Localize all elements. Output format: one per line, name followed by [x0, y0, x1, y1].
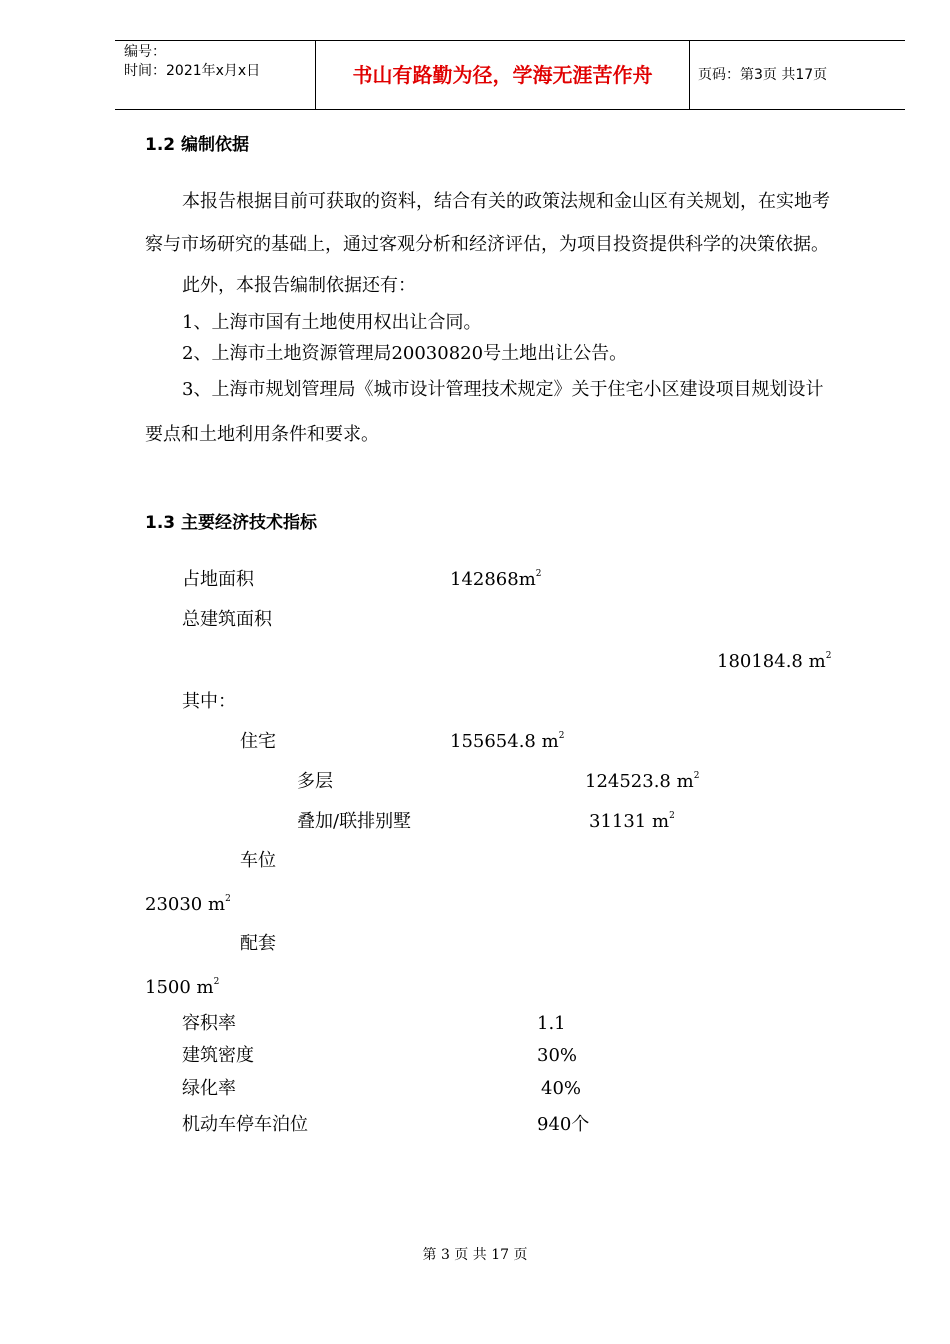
- document-number-label: 编号：: [124, 44, 166, 60]
- parking-value: 23030 $m^2$: [145, 894, 231, 915]
- header-motto: 书山有路勤为径，学海无涯苦作舟: [316, 41, 690, 109]
- paragraph-line: 本报告根据目前可获取的资料，结合有关的政策法规和金山区有关规划，在实地考: [182, 191, 830, 212]
- supporting-value: 1500 $m^2$: [145, 977, 220, 998]
- list-item: 3、上海市规划管理局《城市设计管理技术规定》关于住宅小区建设项目规划设计: [182, 379, 824, 400]
- land-area-value: $142868m^2$: [450, 569, 542, 590]
- page-footer: 第 3 页 共 17 页: [422, 1247, 528, 1263]
- total-area-label: 总建筑面积: [182, 609, 272, 630]
- residential-label: 住宅: [240, 731, 276, 752]
- list-item: 1、上海市国有土地使用权出让合同。: [182, 312, 482, 333]
- list-item: 2、上海市土地资源管理局20030820号土地出让公告。: [182, 343, 628, 364]
- density-value: 30%: [537, 1045, 578, 1066]
- supporting-label: 配套: [240, 933, 276, 954]
- section-heading-1-3: 1.3 主要经济技术指标: [145, 513, 318, 533]
- villa-value: 31131 $m^2$: [589, 811, 675, 832]
- far-value: 1.1: [537, 1013, 566, 1034]
- far-label: 容积率: [182, 1013, 236, 1034]
- multistory-value: 124523.8 $m^2$: [585, 771, 700, 792]
- vehicle-parking-label: 机动车停车泊位: [182, 1114, 308, 1135]
- header-meta-cell: [115, 41, 316, 109]
- parking-label: 车位: [240, 850, 276, 871]
- section-heading-1-2: 1.2 编制依据: [145, 135, 250, 155]
- residential-value: 155654.8 $m^2$: [450, 731, 565, 752]
- document-time-label: 时间：2021年x月x日: [124, 63, 261, 79]
- page-header: [115, 40, 905, 110]
- density-label: 建筑密度: [182, 1045, 254, 1066]
- green-value: 40%: [541, 1078, 582, 1099]
- villa-label: 叠加/联排别墅: [297, 811, 412, 832]
- list-item-continuation: 要点和土地利用条件和要求。: [145, 424, 379, 445]
- paragraph-line: 此外，本报告编制依据还有：: [182, 275, 416, 296]
- among-label: 其中：: [182, 691, 236, 712]
- vehicle-parking-value: 940个: [537, 1114, 590, 1135]
- total-area-value: 180184.8 $m^2$: [717, 651, 832, 672]
- green-label: 绿化率: [182, 1078, 236, 1099]
- header-page-info: 页码：第3页 共17页: [698, 67, 828, 83]
- multistory-label: 多层: [297, 771, 333, 792]
- land-area-label: 占地面积: [182, 569, 254, 590]
- paragraph-line: 察与市场研究的基础上，通过客观分析和经济评估，为项目投资提供科学的决策依据。: [145, 234, 829, 255]
